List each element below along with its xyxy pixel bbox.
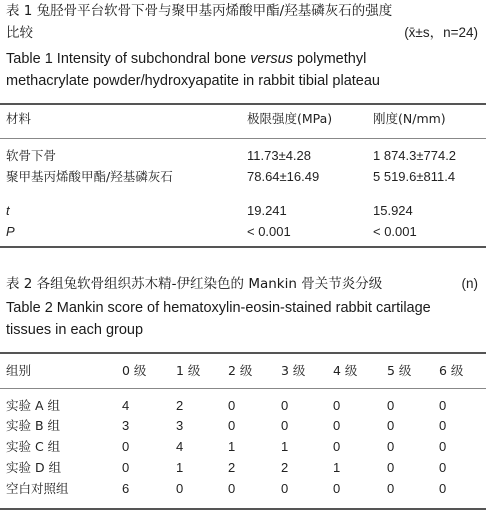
table2-row-d-g3: 2 [281,460,289,475]
table2-row-a-g1: 2 [176,398,184,413]
table2-row-a-g4: 0 [333,398,341,413]
table2-caption-en-line2: tissues in each group [6,322,144,338]
table2-row-b-g6: 0 [439,418,447,433]
table2-row-control-g4: 0 [333,481,341,496]
table2-row-b-g1: 3 [176,418,184,433]
table2-row-control-g6: 0 [439,481,447,496]
table1-header-material: 材料 [6,111,32,126]
table1-row1-strength: 11.73±4.28 [247,148,312,163]
table2-header-grade5: 5 级 [387,363,412,378]
table2-header-group: 组别 [6,363,32,378]
table1-caption-cn-line2: 比较 [6,25,33,41]
table2-row-d-group: 实验 D 组 [6,460,62,475]
table2-row-d-g1: 1 [176,460,184,475]
table1-p-stiffness: < 0.001 [373,224,417,239]
table1-t-strength: 19.241 [247,203,287,218]
table1-t-label: t [6,203,10,218]
table2-row-b-g3: 0 [281,418,289,433]
table1-caption-en [6,48,366,70]
table2-caption-cn: 表 2 各组兔软骨组织苏木精-伊红染色的 Mankin 骨关节炎分级 [6,276,383,292]
table2-stat-note: (n) [461,276,478,291]
table2-row-b-group: 实验 B 组 [6,418,61,433]
table1-header-stiffness: 刚度(N/mm) [373,111,446,126]
table1-t-stiffness: 15.924 [373,203,413,218]
table2-row-b-g4: 0 [333,418,341,433]
table2-row-a-g5: 0 [387,398,395,413]
table1-top-rule [0,103,486,105]
table2-row-c-g2: 1 [228,439,236,454]
table2-row-d-g5: 0 [387,460,395,475]
table1-row1-material: 软骨下骨 [6,148,57,163]
table2-row-c-g5: 0 [387,439,395,454]
table2-row-d-g6: 0 [439,460,447,475]
table2-row-a-g3: 0 [281,398,289,413]
table2-row-a-g2: 0 [228,398,236,413]
table1-header-rule [0,138,486,139]
table1-header-strength: 极限强度(MPa) [247,111,333,126]
table1-p-label: P [6,224,15,239]
table2-row-control-group: 空白对照组 [6,481,69,496]
table2-row-a-group: 实验 A 组 [6,398,60,413]
table2-row-b-g2: 0 [228,418,236,433]
table2-row-c-group: 实验 C 组 [6,439,61,454]
table2-row-control-g5: 0 [387,481,395,496]
table2-header-grade0: 0 级 [122,363,147,378]
table2-row-d-g0: 0 [122,460,130,475]
table1-stat-note: (x̄±s，n=24) [404,25,478,40]
table2-row-control-g1: 0 [176,481,184,496]
table2-header-grade1: 1 级 [176,363,201,378]
table2-bottom-rule [0,508,486,510]
table2-row-control-g3: 0 [281,481,289,496]
table1-caption-en-part3: polymethyl [292,51,367,67]
table1-caption-en-part1: Table 1 Intensity of subchondral bone [6,51,251,67]
table2-header-grade3: 3 级 [281,363,306,378]
table2-row-a-g6: 0 [439,398,447,413]
table1-caption-en-versus: versus [250,51,293,67]
table2-header-rule [0,388,486,389]
table2-row-c-g4: 0 [333,439,341,454]
table2-row-d-g2: 2 [228,460,236,475]
table2-row-control-g0: 6 [122,481,130,496]
table2-row-c-g0: 0 [122,439,130,454]
table2-row-c-g3: 1 [281,439,289,454]
table1-p-strength: < 0.001 [247,224,291,239]
table2-row-a-g0: 4 [122,398,130,413]
table1-row2-stiffness: 5 519.6±811.4 [373,169,456,184]
table2-caption-en: Table 2 Mankin score of hematoxylin-eosin-stained rabbit cartilage [6,300,431,316]
table1-bottom-rule [0,246,486,248]
table1-caption-cn: 表 1 兔胫骨平台软骨下骨与聚甲基丙烯酸甲酯/羟基磷灰石的强度 [6,3,393,19]
table1-row2-strength: 78.64±16.49 [247,169,320,184]
table2-row-b-g5: 0 [387,418,395,433]
table2-header-grade4: 4 级 [333,363,358,378]
table1-row1-stiffness: 1 874.3±774.2 [373,148,457,163]
table1-caption-en-line2: methacrylate powder/hydroxyapatite in rabbit tibial plateau [6,73,380,89]
table2-row-control-g2: 0 [228,481,236,496]
table2-row-b-g0: 3 [122,418,130,433]
table2-header-grade2: 2 级 [228,363,253,378]
table2-header-grade6: 6 级 [439,363,464,378]
table2-row-d-g4: 1 [333,460,341,475]
table1-row2-material: 聚甲基丙烯酸甲酯/羟基磷灰石 [6,169,173,184]
table2-row-c-g6: 0 [439,439,447,454]
table2-row-c-g1: 4 [176,439,184,454]
table2-top-rule [0,352,486,354]
